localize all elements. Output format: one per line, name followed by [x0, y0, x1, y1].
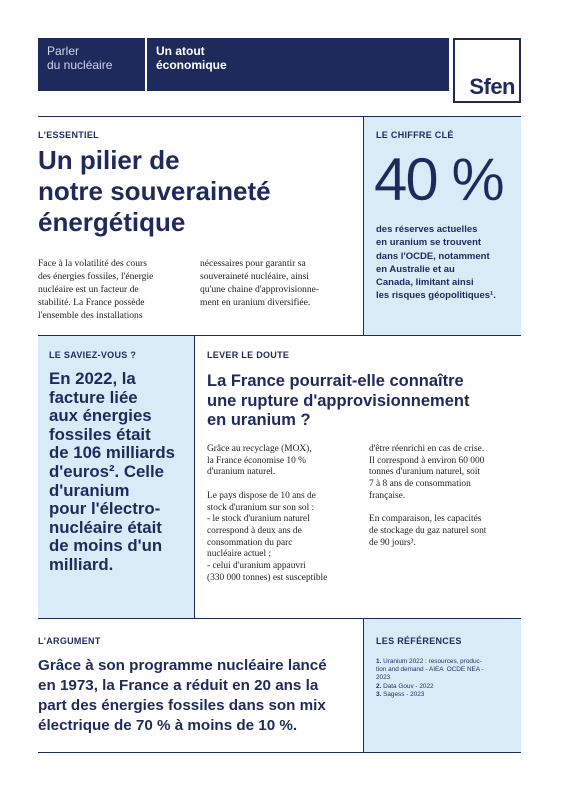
- doute-title: [207, 372, 469, 431]
- divider-references: [363, 619, 364, 752]
- reference-item: [376, 691, 516, 699]
- saviez-vous-text-line: nucléaire était: [49, 517, 162, 537]
- doute-title-line: en uranium ?: [207, 411, 311, 429]
- essentiel-col1: [38, 257, 153, 322]
- doute-col1-line: (330 000 tonnes) est susceptible: [207, 572, 328, 583]
- essentiel-col1-line: l'ensemble des installations: [38, 310, 143, 321]
- essentiel-title: [38, 145, 271, 238]
- doute-col2-line: En comparaison, les capacités: [369, 514, 482, 525]
- doute-col1-line: [207, 479, 327, 491]
- references-label: LES RÉFÉRENCES: [376, 636, 462, 646]
- saviez-vous-text-line: de moins d'un: [49, 536, 163, 556]
- doute-col2-line: de stockage du gaz naturel sont: [369, 525, 487, 536]
- doute-col2-line: française.: [369, 490, 406, 501]
- doute-col2: [369, 444, 486, 549]
- argument-text-line: en 1973, la France a réduit en 20 ans la: [38, 677, 319, 694]
- essentiel-title-line: Un pilier de: [38, 145, 180, 175]
- reference-text: Sagess - 2023: [383, 690, 425, 698]
- chiffre-cle-text-line: Canada, limitant ainsi: [376, 277, 474, 289]
- doute-col1: [207, 444, 327, 584]
- doute-col2-line: de 90 jours³.: [369, 537, 416, 548]
- argument-text-line: électrique de 70 % à moins de 10 %.: [38, 717, 298, 734]
- chiffre-cle-text: [376, 223, 496, 303]
- essentiel-col1-line: stabilité. La France possède: [38, 297, 145, 308]
- saviez-vous-text-line: aux énergies: [49, 406, 152, 426]
- header-section-tag: [38, 38, 145, 91]
- saviez-vous-text-line: de 106 milliards: [49, 443, 175, 463]
- doute-col1-line: - celui d'uranium appauvri: [207, 561, 306, 572]
- header-topic-line1: Un atout: [156, 44, 205, 58]
- doute-col2-line: Il correspond à environ 60 000: [369, 455, 485, 466]
- argument-text-line: Grâce à son programme nucléaire lancé: [38, 657, 327, 674]
- essentiel-col2-line: ment en uranium diversifiée.: [200, 297, 311, 308]
- saviez-vous-text-line: milliard.: [49, 554, 114, 574]
- reference-number: 1.: [376, 658, 384, 665]
- argument-text-line: part des énergies fossiles dans son mix: [38, 697, 326, 714]
- doute-col2-line: [369, 503, 486, 515]
- reference-text: Data Gouv - 2022: [383, 682, 434, 690]
- argument-label: L'ARGUMENT: [38, 636, 101, 646]
- doute-col1-line: nucléaire actuel ;: [207, 549, 272, 560]
- chiffre-cle-value: 40 %: [374, 146, 503, 213]
- doute-title-line: La France pourrait-elle connaître: [207, 372, 464, 390]
- divider-end: [38, 752, 521, 753]
- doute-col1-line: - le stock d'uranium naturel: [207, 514, 310, 525]
- essentiel-label: L'ESSENTIEL: [38, 130, 99, 140]
- essentiel-col1-line: nucléaire est un facteur de: [38, 284, 139, 295]
- doute-col1-line: Grâce au recyclage (MOX),: [207, 444, 312, 454]
- header-topic: [147, 38, 449, 91]
- essentiel-col2-line: qu'une chaine d'approvisionne-: [200, 284, 320, 295]
- essentiel-col2-line: nécessaires pour garantir sa: [200, 258, 306, 269]
- doute-col1-line: correspond à deux ans de: [207, 525, 302, 536]
- saviez-vous-text-line: pour l'électro-: [49, 499, 161, 519]
- doute-col1-line: Le pays dispose de 10 ans de: [207, 490, 316, 501]
- doute-col2-line: 7 à 8 ans de consommation: [369, 479, 471, 490]
- saviez-vous-text: [49, 370, 175, 575]
- divider-chiffre: [363, 117, 364, 335]
- essentiel-col1-line: des énergies fossiles, l'énergie: [38, 271, 154, 282]
- doute-col1-line: stock d'uranium sur son sol :: [207, 502, 315, 513]
- doute-col1-line: d'uranium naturel.: [207, 467, 276, 478]
- reference-item: [376, 683, 516, 691]
- doute-label: LEVER LE DOUTE: [207, 350, 290, 360]
- saviez-vous-label: LE SAVIEZ-VOUS ?: [49, 350, 137, 360]
- sfen-logo-text: Sfen: [469, 74, 515, 99]
- essentiel-col2-line: souveraineté nucléaire, ainsi: [200, 271, 309, 282]
- sfen-logo: [453, 38, 521, 103]
- header-section-line2: du nucléaire: [47, 58, 113, 72]
- saviez-vous-text-line: d'euros². Celle: [49, 461, 164, 481]
- saviez-vous-text-line: d'uranium: [49, 480, 130, 500]
- chiffre-cle-label: LE CHIFFRE CLÉ: [376, 130, 454, 140]
- chiffre-cle-text-line: en uranium se trouvent: [376, 237, 482, 249]
- reference-number: 3.: [376, 690, 384, 698]
- references-list: [376, 658, 516, 699]
- chiffre-cle-text-line: les risques géopolitiques¹.: [376, 290, 496, 302]
- essentiel-title-line: énergétique: [38, 207, 186, 237]
- essentiel-title-line: notre souveraineté: [38, 176, 271, 206]
- chiffre-cle-text-line: des réserves actuelles: [376, 224, 478, 235]
- header-section-line1: Parler: [47, 44, 80, 58]
- doute-col2-line: tonnes d'uranium naturel, soit: [369, 467, 481, 478]
- reference-text: tion and demand - AIEA OCDE NEA -: [376, 666, 484, 674]
- saviez-vous-text-line: facture liée: [49, 387, 138, 407]
- doute-col1-line: consommation du parc: [207, 537, 293, 548]
- divider-saviez: [194, 336, 195, 618]
- reference-item: [376, 658, 516, 683]
- argument-text: [38, 656, 327, 736]
- doute-title-line: une rupture d'approvisionnement: [207, 391, 470, 410]
- reference-number: 2.: [376, 682, 384, 690]
- essentiel-col2: [200, 257, 319, 309]
- saviez-vous-text-line: En 2022, la: [49, 369, 136, 388]
- chiffre-cle-text-line: en Australie et au: [376, 263, 455, 275]
- doute-col1-line: la France économise 10 %: [207, 455, 306, 466]
- doute-col2-line: d'être réenrichi en cas de crise.: [369, 444, 485, 454]
- saviez-vous-text-line: fossiles était: [49, 424, 151, 444]
- essentiel-col1-line: Face à la volatilité des cours: [38, 258, 147, 269]
- header-topic-line2: économique: [156, 58, 227, 72]
- reference-text: Uranium 2022 : resources, produc-: [383, 658, 482, 665]
- chiffre-cle-text-line: dans l'OCDE, notamment: [376, 250, 490, 262]
- reference-text: 2023: [376, 674, 391, 682]
